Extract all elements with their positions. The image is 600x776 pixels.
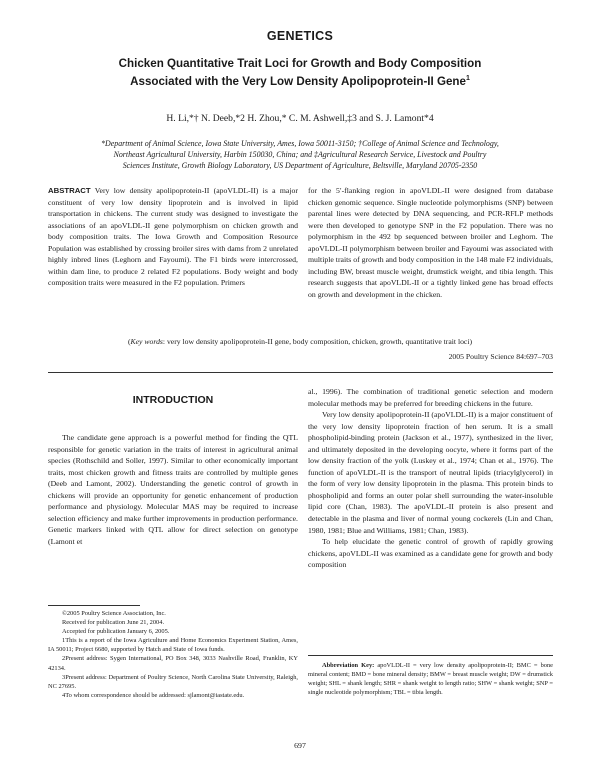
accepted-date: Accepted for publication January 6, 2005. xyxy=(62,628,170,636)
affiliations xyxy=(40,138,560,172)
abstract-text-left: Very low density apolipoprotein-II (apoVLDL-II) is a major constituent of very low density lipoprotein and is involved in lipid transportation in chickens. The current study was designed to investigate the associations of an apoVLDL-II gene polymorphism on chicken growth and body composition traits. The Iowa Growth and Composition Resource Population was established by crossing broiler sires with dams from 2 unrelated highly inbred lines (Leghorn and Fayoumi). The F1 birds were intercrossed, within dam line, to produce 2 related F2 populations. Body weight and body composition traits were measured in the F2 population. Primers xyxy=(48,186,298,288)
author-list: H. Li,*† N. Deeb,*2 H. Zhou,* C. M. Ashwell,‡3 and S. J. Lamont*4 xyxy=(166,113,434,124)
title-line-1: Chicken Quantitative Trait Loci for Growth and Body Composition xyxy=(118,57,482,70)
introduction-left-column xyxy=(48,432,298,547)
introduction-right-column xyxy=(308,386,553,571)
abbreviation-divider xyxy=(308,655,553,656)
paper-title xyxy=(60,56,540,89)
footnote-divider xyxy=(48,605,140,606)
abstract-right-column xyxy=(308,185,553,300)
footnote-3: 3Present address: Department of Poultry Science, North Carolina State University, Raleigh, NC 27695. xyxy=(48,673,298,690)
abstract-text-right: for the 5′-flanking region in apoVLDL-II were designed from database chicken genomic sequence. Single nucleotide polymorphisms (SNP) between parental lines were detected by DNA sequencing, and PCR-RFLP methods were then developed to genotype SNP in the F2 population. There was no polymorphism in the 492 bp sequenced between broiler and Leghorn. The apoVLDL-II polymorphism between broiler and Fayoumi was associated with multiple traits of growth and body composition in the 148 male F2 individuals, including BW, breast muscle weight, drumstick weight, and tibia length. This research suggests that apoVLDL-II or a tightly linked gene has broad effects on growth and development in the chicken. xyxy=(308,186,553,299)
abstract-lead: ABSTRACT xyxy=(48,186,91,195)
section-divider xyxy=(48,372,553,373)
affiliation-line-2: Northeast Agricultural University, Harbin 150030, China; and ‡Agricultural Research Service, Livestock and Poultry xyxy=(113,150,487,160)
introduction-heading: INTRODUCTION xyxy=(132,394,214,406)
journal-citation: 2005 Poultry Science 84:697–703 xyxy=(448,352,553,361)
title-footnote-mark: 1 xyxy=(465,75,470,82)
footnote-4: 4To whom correspondence should be addressed: sjlamont@iastate.edu. xyxy=(62,691,245,699)
keywords: (Key words: very low density apolipoprotein-II gene, body composition, chicken, growth, quantitative trait loci) xyxy=(127,337,473,346)
intro-paragraph-3: To help elucidate the genetic control of growth of rapidly growing chickens, apoVLDL-II was examined as a candidate gene for growth and body composition xyxy=(308,537,553,570)
keywords-text: : very low density apolipoprotein-II gene, body composition, chicken, growth, quantitative trait loci) xyxy=(162,337,473,346)
title-line-2 xyxy=(60,71,540,89)
abbreviation-key xyxy=(308,661,553,697)
footnote-1: 1This is a report of the Iowa Agriculture and Home Economics Experiment Station, Ames, IA 50011; Project 6680, supported by Hatch and State of Iowa funds. xyxy=(48,637,298,654)
copyright-note: ©2005 Poultry Science Association, Inc. xyxy=(62,610,166,617)
section-label: GENETICS xyxy=(266,29,334,43)
affiliation-line-3: Sciences Institute, Growth Biology Laboratory, US Department of Agriculture, Beltsville, Maryland 20705-2350 xyxy=(122,161,478,171)
abstract-left-column xyxy=(48,185,298,289)
footnotes xyxy=(48,609,298,700)
received-date: Received for publication June 21, 2004. xyxy=(62,619,165,627)
page-number: 697 xyxy=(294,741,306,750)
intro-paragraph-1: The candidate gene approach is a powerful method for finding the QTL responsible for genetic variation in the traits of interest in agricultural animal species (Rothschild and Soller, 1997). Similar to other economically important traits, most chicken growth and fitness traits are controlled by multiple genes (Deeb and Lamont, 2002). Understanding the genetic control of growth in chickens will provide an opportunity for genetic enhancement of production performance and physiology. Molecular MAS may be required to increase selection efficiency and make further improvements in production performance. Genetic markers linked with QTL allow for direct selection on genotype (Lamont et xyxy=(48,433,298,546)
footnote-2: 2Present address: Sygen International, PO Box 348, 3033 Nashville Road, Franklin, KY 42134. xyxy=(48,655,298,672)
intro-paragraph-2: Very low density apolipoprotein-II (apoVLDL-II) is a major constituent of the very low density lipoprotein fraction of hen serum. It is a small phospholipid-binding protein (Jackson et al., 1977), synthesized in the liver, and ultimately deposited in the developing oocyte, where it forms part of the low density fraction of the yolk (Luskey et al., 1974; Chan et al., 1976). The function of apoVLDL-II is the transport of neutral lipids (triacylglycerol) in the form of very low density lipoprotein in the plasma. This protein binds to phospholipid and forms an outer polar shell surrounding the water-insoluble lipid core (Chan, 1983). The apoVLDL-II protein is also present and detectable in the plasma and liver of normal young cockerels (Lin and Chan, 1980, 1981; Blue and Williams, 1981; Chan, 1983). xyxy=(308,410,553,535)
affiliation-line-1: *Department of Animal Science, Iowa State University, Ames, Iowa 50011-3150; †College of Animal Science and Technology, xyxy=(101,139,499,148)
title-line-2-text: Associated with the Very Low Density Apolipoprotein-II Gene xyxy=(130,74,466,88)
abbreviation-label: Abbreviation Key: xyxy=(322,662,375,669)
intro-paragraph-1-cont: al., 1996). The combination of traditional genetic selection and modern molecular methods may be preferred for breeding chickens in the future. xyxy=(308,387,553,408)
abbreviation-text: apoVLDL-II = very low density apolipoprotein-II; BMC = bone mineral content; BMD = bone mineral density; BMW = breast muscle weight; DW = drumstick weight; SHL = shank length; SHR = shank weight to length ratio; SHW = shank weight; SNP = single nucleotide polymorphism; TBL = tibia length. xyxy=(308,662,553,697)
keywords-label: Key words xyxy=(130,337,163,346)
